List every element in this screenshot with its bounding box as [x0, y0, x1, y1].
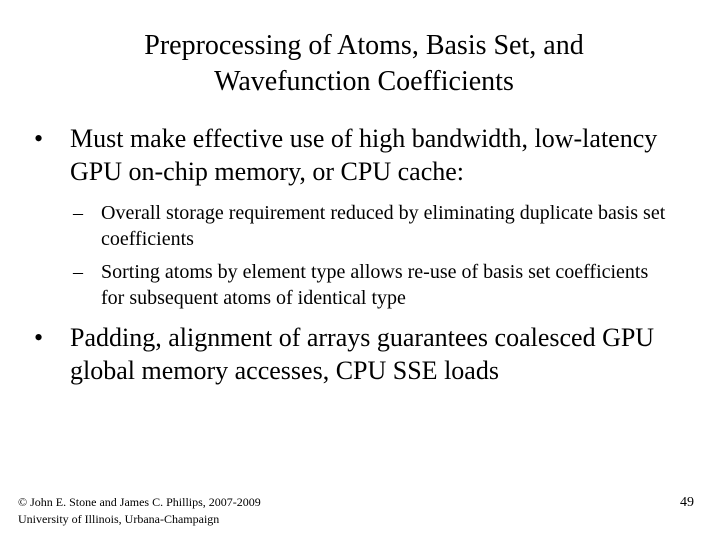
sub-bullet-item [73, 259, 673, 311]
bullet-mark: • [34, 323, 44, 352]
sub-bullet-text: Overall storage requirement reduced by eliminating duplicate basis set coefficients [101, 202, 666, 250]
slide-title [60, 28, 668, 100]
footer-affiliation: University of Illinois, Urbana-Champaign [18, 512, 220, 526]
bullet-item [34, 321, 674, 387]
sub-bullet-item [73, 200, 673, 252]
bullet-text: Must make effective use of high bandwidth, low-latency GPU on-chip memory, or CPU cache: [70, 124, 658, 186]
slide-title-line-2: Wavefunction Coefficients [214, 66, 514, 97]
sub-bullet-mark: – [73, 202, 83, 224]
bullet-text: Padding, alignment of arrays guarantees coalesced GPU global memory accesses, CPU SSE loads [70, 323, 655, 385]
footer-copyright: © John E. Stone and James C. Phillips, 2007-2009 [18, 495, 261, 509]
bullet-item [34, 122, 674, 188]
slide-title-line-1: Preprocessing of Atoms, Basis Set, and [144, 30, 584, 61]
sub-bullet-text: Sorting atoms by element type allows re-use of basis set coefficients for subsequent atoms of identical type [101, 261, 649, 309]
bullet-mark: • [34, 124, 44, 153]
sub-bullet-mark: – [73, 261, 83, 283]
page-number: 49 [680, 495, 694, 510]
footer-credits [18, 494, 261, 528]
